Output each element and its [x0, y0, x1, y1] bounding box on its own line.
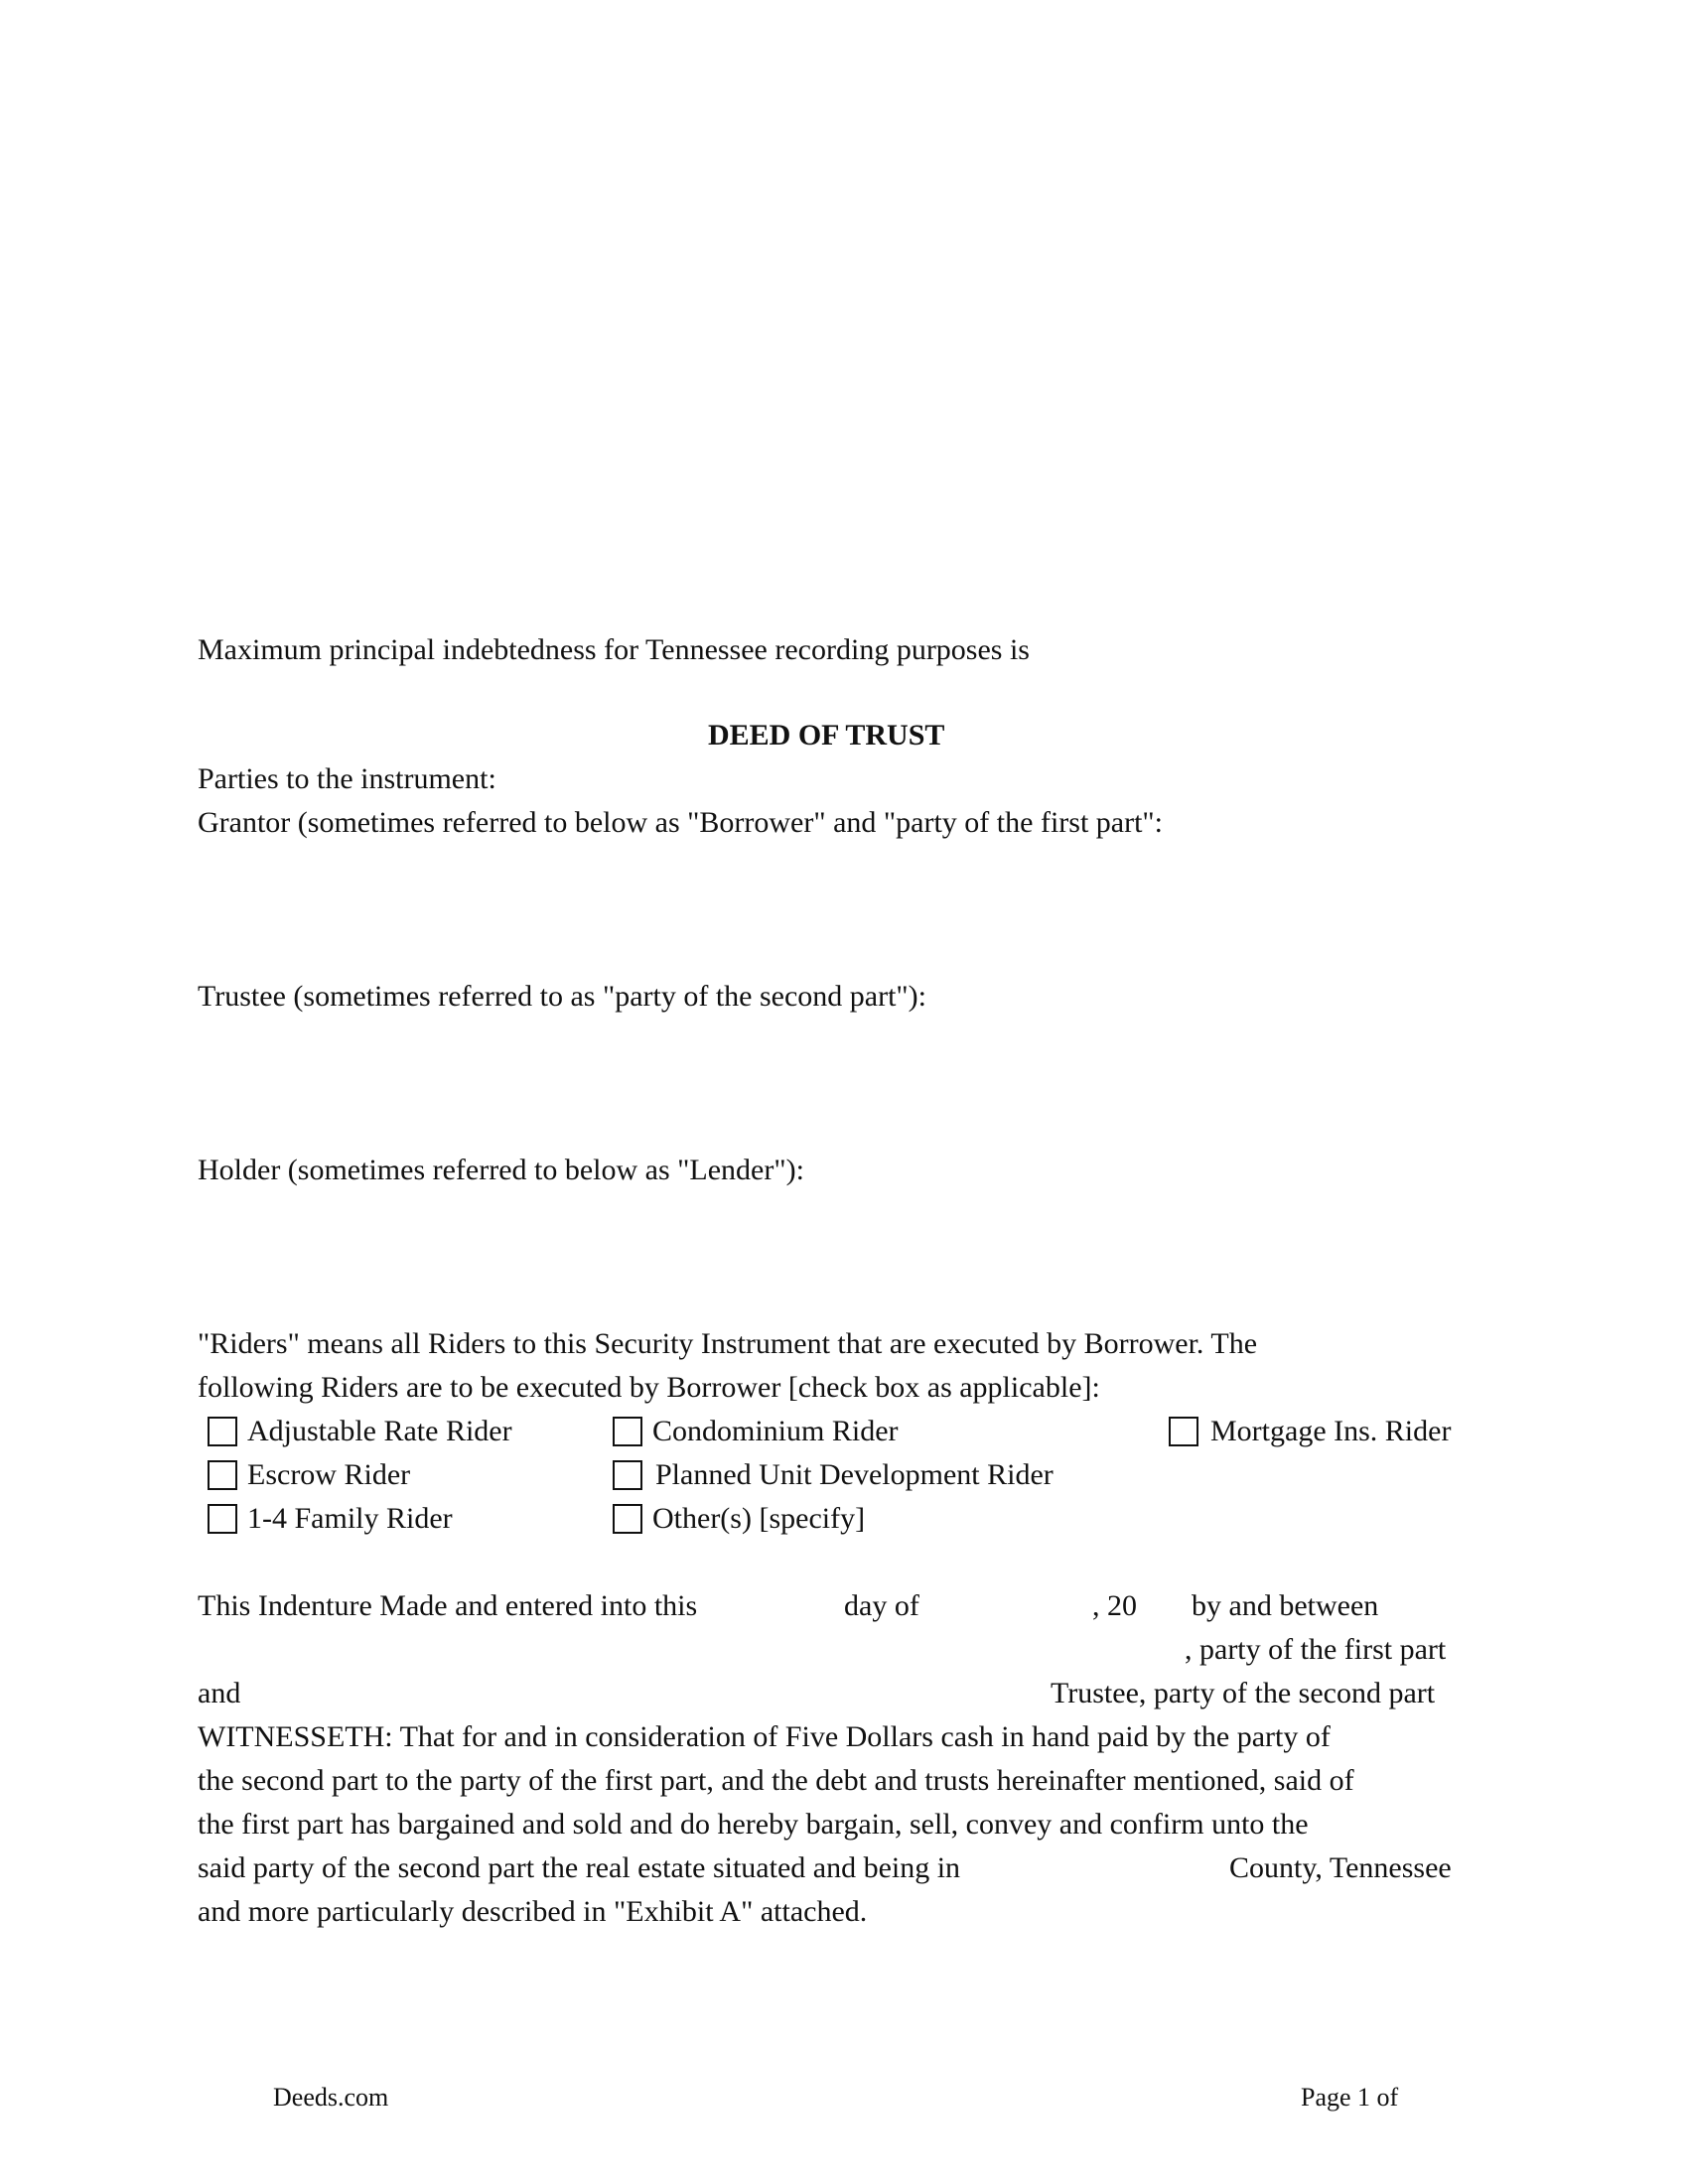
- riders-intro-line-2: following Riders are to be executed by Borrower [check box as applicable]:: [198, 1371, 1100, 1404]
- planned-unit-development-rider-label: Planned Unit Development Rider: [655, 1458, 1054, 1491]
- trustee-second-part: Trustee, party of the second part: [1051, 1677, 1436, 1709]
- mortgage-ins-rider-label: Mortgage Ins. Rider: [1210, 1415, 1452, 1447]
- indenture-and: and: [198, 1677, 241, 1709]
- maximum-indebtedness-line: Maximum principal indebtedness for Tennessee recording purposes is: [198, 633, 1030, 666]
- escrow-rider-label: Escrow Rider: [247, 1458, 411, 1491]
- others-rider-checkbox[interactable]: [613, 1504, 642, 1534]
- indenture-by-between: by and between: [1192, 1589, 1379, 1622]
- parties-heading: Parties to the instrument:: [198, 762, 496, 795]
- witnesseth-line-3: the first part has bargained and sold and do hereby bargain, sell, convey and confirm unto the: [198, 1808, 1309, 1841]
- witnesseth-line-1: WITNESSETH: That for and in consideration of Five Dollars cash in hand paid by the party of: [198, 1720, 1331, 1753]
- adjustable-rate-rider-label: Adjustable Rate Rider: [247, 1415, 512, 1447]
- one-to-four-family-rider-checkbox[interactable]: [208, 1504, 237, 1534]
- footer-page-number: Page 1 of: [1301, 2083, 1399, 2112]
- party-first-part: , party of the first part: [1185, 1633, 1447, 1666]
- indenture-day-of: day of: [844, 1589, 919, 1622]
- mortgage-ins-rider-checkbox[interactable]: [1169, 1417, 1198, 1446]
- one-to-four-family-rider-label: 1-4 Family Rider: [247, 1502, 453, 1535]
- county-tennessee: County, Tennessee: [1229, 1851, 1452, 1884]
- document-title: DEED OF TRUST: [708, 719, 945, 751]
- indenture-made-text: This Indenture Made and entered into this: [198, 1589, 698, 1622]
- witnesseth-line-5: and more particularly described in "Exhibit A" attached.: [198, 1895, 868, 1928]
- condominium-rider-label: Condominium Rider: [652, 1415, 899, 1447]
- witnesseth-line-4: said party of the second part the real estate situated and being in: [198, 1851, 961, 1884]
- footer-site: Deeds.com: [273, 2083, 389, 2112]
- indenture-year-prefix: , 20: [1092, 1589, 1137, 1622]
- holder-label: Holder (sometimes referred to below as "Lender"):: [198, 1154, 804, 1186]
- others-rider-label: Other(s) [specify]: [652, 1502, 866, 1535]
- trustee-label: Trustee (sometimes referred to as "party of the second part"):: [198, 980, 926, 1013]
- planned-unit-development-rider-checkbox[interactable]: [613, 1460, 642, 1490]
- condominium-rider-checkbox[interactable]: [613, 1417, 642, 1446]
- riders-intro-line-1: "Riders" means all Riders to this Security Instrument that are executed by Borrower. The: [198, 1327, 1258, 1360]
- grantor-label: Grantor (sometimes referred to below as "Borrower" and "party of the first part":: [198, 806, 1163, 839]
- adjustable-rate-rider-checkbox[interactable]: [208, 1417, 237, 1446]
- escrow-rider-checkbox[interactable]: [208, 1460, 237, 1490]
- witnesseth-line-2: the second part to the party of the first part, and the debt and trusts hereinafter mentioned, said of: [198, 1764, 1354, 1797]
